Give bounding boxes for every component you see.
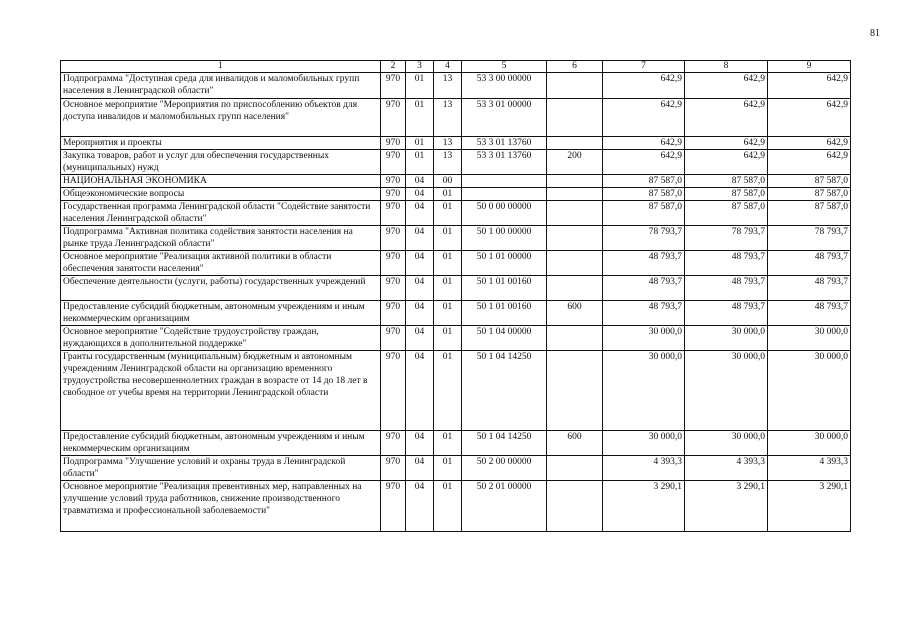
column-header: 3 — [406, 61, 434, 73]
row-target-code: 50 1 04 00000 — [462, 326, 547, 351]
row-admin-code: 970 — [381, 326, 406, 351]
row-name-cell: Предоставление субсидий бюджетным, автономным учреждениям и иным некоммерческим организациям — [61, 431, 381, 456]
row-target-code: 53 3 00 00000 — [462, 73, 547, 99]
table-row — [61, 251, 851, 276]
table-row — [61, 326, 851, 351]
table-row — [61, 188, 851, 201]
table-row — [61, 431, 851, 456]
row-amount-col9: 4 393,3 — [768, 456, 851, 481]
column-header: 2 — [381, 61, 406, 73]
row-subsection-code: 00 — [434, 175, 462, 188]
row-section-code: 04 — [406, 301, 434, 326]
row-admin-code: 970 — [381, 73, 406, 99]
row-subsection-code: 01 — [434, 456, 462, 481]
row-name-cell: Закупка товаров, работ и услуг для обеспечения государственных (муниципальных) нужд — [61, 150, 381, 175]
row-admin-code: 970 — [381, 175, 406, 188]
row-expense-type — [547, 226, 603, 251]
row-admin-code: 970 — [381, 137, 406, 150]
table-row — [61, 226, 851, 251]
row-section-code: 01 — [406, 73, 434, 99]
row-amount-col8: 30 000,0 — [685, 431, 768, 456]
row-name-cell: Обеспечение деятельности (услуги, работы) государственных учреждений — [61, 276, 381, 301]
row-name-cell: Основное мероприятие "Реализация превентивных мер, направленных на улучшение условий труда работников, снижение производственного травматизма и профессиональной заболеваемости" — [61, 481, 381, 532]
row-expense-type — [547, 201, 603, 226]
row-amount-col8: 87 587,0 — [685, 175, 768, 188]
row-subsection-code: 13 — [434, 99, 462, 137]
row-amount-col7: 3 290,1 — [603, 481, 685, 532]
column-header: 1 — [61, 61, 381, 73]
row-target-code — [462, 175, 547, 188]
row-expense-type — [547, 175, 603, 188]
row-amount-col9: 48 793,7 — [768, 276, 851, 301]
row-amount-col7: 30 000,0 — [603, 431, 685, 456]
row-subsection-code: 01 — [434, 201, 462, 226]
row-amount-col8: 87 587,0 — [685, 188, 768, 201]
row-name-cell: Государственная программа Ленинградской области "Содействие занятости населения Ленинградской области" — [61, 201, 381, 226]
row-target-code: 53 3 01 13760 — [462, 137, 547, 150]
row-amount-col9: 87 587,0 — [768, 188, 851, 201]
row-amount-col8: 642,9 — [685, 73, 768, 99]
row-section-code: 04 — [406, 201, 434, 226]
table-row — [61, 276, 851, 301]
budget-table — [60, 60, 851, 532]
row-subsection-code: 01 — [434, 251, 462, 276]
row-admin-code: 970 — [381, 351, 406, 431]
row-admin-code: 970 — [381, 201, 406, 226]
row-name-cell: Гранты государственным (муниципальным) бюджетным и автономным учреждениям Ленинградской области на организацию временного трудоустройства несовершеннолетних граждан в возрасте от 14 до 18 лет в свободное от учебы время на территории Ленинградской области — [61, 351, 381, 431]
row-amount-col7: 87 587,0 — [603, 188, 685, 201]
column-header: 5 — [462, 61, 547, 73]
row-name-cell: Основное мероприятие "Содействие трудоустройству граждан, нуждающихся в дополнительной поддержке" — [61, 326, 381, 351]
row-target-code: 50 0 00 00000 — [462, 201, 547, 226]
row-amount-col9: 87 587,0 — [768, 201, 851, 226]
row-section-code: 04 — [406, 226, 434, 251]
row-name-cell: Подпрограмма "Активная политика содействия занятости населения на рынке труда Ленинградской области" — [61, 226, 381, 251]
row-expense-type — [547, 326, 603, 351]
row-amount-col7: 48 793,7 — [603, 301, 685, 326]
table-row — [61, 137, 851, 150]
table-row — [61, 301, 851, 326]
row-expense-type — [547, 137, 603, 150]
row-subsection-code: 13 — [434, 150, 462, 175]
row-target-code — [462, 188, 547, 201]
row-amount-col8: 48 793,7 — [685, 301, 768, 326]
column-header: 9 — [768, 61, 851, 73]
row-amount-col9: 30 000,0 — [768, 431, 851, 456]
row-amount-col7: 87 587,0 — [603, 201, 685, 226]
column-header: 7 — [603, 61, 685, 73]
row-admin-code: 970 — [381, 431, 406, 456]
row-name-cell: Общеэкономические вопросы — [61, 188, 381, 201]
table-row — [61, 150, 851, 175]
row-target-code: 50 1 01 00000 — [462, 251, 547, 276]
row-target-code: 50 1 01 00160 — [462, 301, 547, 326]
row-amount-col8: 30 000,0 — [685, 326, 768, 351]
row-expense-type — [547, 276, 603, 301]
column-header: 8 — [685, 61, 768, 73]
row-admin-code: 970 — [381, 188, 406, 201]
row-target-code: 50 2 01 00000 — [462, 481, 547, 532]
row-name-cell: Предоставление субсидий бюджетным, автономным учреждениям и иным некоммерческим организациям — [61, 301, 381, 326]
row-target-code: 53 3 01 13760 — [462, 150, 547, 175]
row-amount-col9: 3 290,1 — [768, 481, 851, 532]
row-amount-col8: 642,9 — [685, 137, 768, 150]
row-amount-col8: 48 793,7 — [685, 276, 768, 301]
row-target-code: 50 2 00 00000 — [462, 456, 547, 481]
table-header-row — [61, 61, 851, 73]
row-expense-type — [547, 456, 603, 481]
row-amount-col7: 642,9 — [603, 99, 685, 137]
row-amount-col9: 642,9 — [768, 99, 851, 137]
row-amount-col8: 642,9 — [685, 99, 768, 137]
row-amount-col7: 48 793,7 — [603, 276, 685, 301]
row-target-code: 50 1 01 00160 — [462, 276, 547, 301]
row-amount-col8: 3 290,1 — [685, 481, 768, 532]
row-amount-col7: 642,9 — [603, 150, 685, 175]
table-row — [61, 456, 851, 481]
row-admin-code: 970 — [381, 456, 406, 481]
row-section-code: 04 — [406, 251, 434, 276]
row-amount-col7: 30 000,0 — [603, 351, 685, 431]
row-amount-col7: 642,9 — [603, 137, 685, 150]
row-subsection-code: 01 — [434, 226, 462, 251]
row-section-code: 01 — [406, 137, 434, 150]
row-amount-col8: 87 587,0 — [685, 201, 768, 226]
row-target-code: 50 1 04 14250 — [462, 431, 547, 456]
column-header: 4 — [434, 61, 462, 73]
row-admin-code: 970 — [381, 481, 406, 532]
table-row — [61, 201, 851, 226]
row-expense-type: 200 — [547, 150, 603, 175]
row-amount-col7: 642,9 — [603, 73, 685, 99]
table-row — [61, 481, 851, 532]
row-subsection-code: 13 — [434, 73, 462, 99]
row-subsection-code: 01 — [434, 301, 462, 326]
row-name-cell: Мероприятия и проекты — [61, 137, 381, 150]
row-expense-type: 600 — [547, 301, 603, 326]
row-amount-col9: 78 793,7 — [768, 226, 851, 251]
row-admin-code: 970 — [381, 226, 406, 251]
row-amount-col9: 30 000,0 — [768, 326, 851, 351]
row-amount-col9: 87 587,0 — [768, 175, 851, 188]
row-section-code: 04 — [406, 188, 434, 201]
row-admin-code: 970 — [381, 251, 406, 276]
row-subsection-code: 01 — [434, 326, 462, 351]
row-name-cell: Подпрограмма "Улучшение условий и охраны труда в Ленинградской области" — [61, 456, 381, 481]
row-subsection-code: 01 — [434, 481, 462, 532]
row-amount-col9: 642,9 — [768, 73, 851, 99]
row-section-code: 01 — [406, 150, 434, 175]
row-section-code: 04 — [406, 431, 434, 456]
table-row — [61, 351, 851, 431]
column-header: 6 — [547, 61, 603, 73]
row-admin-code: 970 — [381, 99, 406, 137]
row-admin-code: 970 — [381, 301, 406, 326]
row-section-code: 04 — [406, 326, 434, 351]
page-number: 81 — [870, 28, 880, 39]
table-row — [61, 73, 851, 99]
row-name-cell: Основное мероприятие "Мероприятия по приспособлению объектов для доступа инвалидов и маломобильных групп населения" — [61, 99, 381, 137]
row-expense-type — [547, 251, 603, 276]
row-expense-type — [547, 99, 603, 137]
row-amount-col8: 4 393,3 — [685, 456, 768, 481]
row-amount-col7: 48 793,7 — [603, 251, 685, 276]
row-amount-col7: 4 393,3 — [603, 456, 685, 481]
row-expense-type — [547, 351, 603, 431]
row-section-code: 04 — [406, 276, 434, 301]
row-section-code: 04 — [406, 175, 434, 188]
row-expense-type — [547, 188, 603, 201]
row-amount-col8: 48 793,7 — [685, 251, 768, 276]
row-section-code: 04 — [406, 351, 434, 431]
table-row — [61, 99, 851, 137]
row-name-cell: НАЦИОНАЛЬНАЯ ЭКОНОМИКА — [61, 175, 381, 188]
row-subsection-code: 01 — [434, 431, 462, 456]
row-name-cell: Основное мероприятие "Реализация активной политики в области обеспечения занятости населения" — [61, 251, 381, 276]
row-subsection-code: 01 — [434, 188, 462, 201]
table-row — [61, 175, 851, 188]
row-amount-col8: 642,9 — [685, 150, 768, 175]
row-amount-col9: 48 793,7 — [768, 301, 851, 326]
row-target-code: 50 1 00 00000 — [462, 226, 547, 251]
row-subsection-code: 01 — [434, 351, 462, 431]
row-subsection-code: 01 — [434, 276, 462, 301]
row-section-code: 04 — [406, 456, 434, 481]
row-amount-col7: 87 587,0 — [603, 175, 685, 188]
row-amount-col8: 78 793,7 — [685, 226, 768, 251]
row-amount-col9: 642,9 — [768, 150, 851, 175]
row-subsection-code: 13 — [434, 137, 462, 150]
row-amount-col7: 30 000,0 — [603, 326, 685, 351]
row-amount-col8: 30 000,0 — [685, 351, 768, 431]
row-target-code: 53 3 01 00000 — [462, 99, 547, 137]
row-section-code: 04 — [406, 481, 434, 532]
row-name-cell: Подпрограмма "Доступная среда для инвалидов и маломобильных групп населения в Ленинградской области" — [61, 73, 381, 99]
row-admin-code: 970 — [381, 150, 406, 175]
row-amount-col9: 30 000,0 — [768, 351, 851, 431]
row-expense-type: 600 — [547, 431, 603, 456]
row-amount-col7: 78 793,7 — [603, 226, 685, 251]
row-expense-type — [547, 481, 603, 532]
row-amount-col9: 48 793,7 — [768, 251, 851, 276]
row-admin-code: 970 — [381, 276, 406, 301]
row-section-code: 01 — [406, 99, 434, 137]
row-amount-col9: 642,9 — [768, 137, 851, 150]
row-target-code: 50 1 04 14250 — [462, 351, 547, 431]
row-expense-type — [547, 73, 603, 99]
table-body — [61, 73, 851, 532]
